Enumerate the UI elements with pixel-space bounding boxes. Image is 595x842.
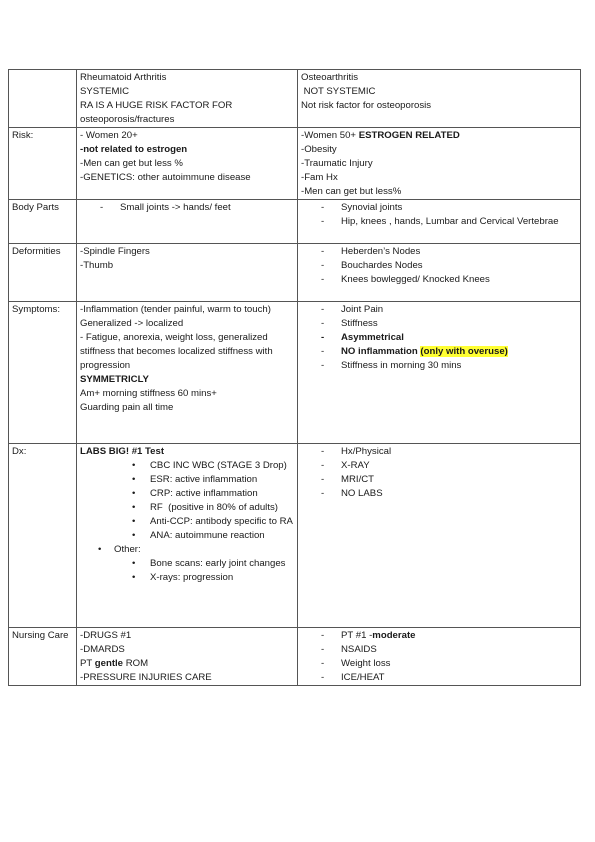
list-item: - Joint Pain xyxy=(301,303,577,317)
list-item: • X-rays: progression xyxy=(80,571,294,585)
ra-symptom-line: Generalized -> localized xyxy=(80,318,184,329)
ra-risk-cell xyxy=(77,128,298,200)
row-label-nursing-care: Nursing Care xyxy=(9,628,77,686)
list-item: - Knees bowlegged/ Knocked Knees xyxy=(301,273,577,287)
oa-risk-line: -Obesity xyxy=(301,144,337,155)
ra-symptom-line: -Inflammation (tender painful, warm to touch) xyxy=(80,304,271,315)
list-item: - Hx/Physical xyxy=(301,445,577,459)
ra-symptom-line: Am+ morning stiffness 60 mins+ xyxy=(80,388,217,399)
ra-deformity-line: -Spindle Fingers xyxy=(80,246,150,257)
list-item: - NO LABS xyxy=(301,487,577,501)
list-item xyxy=(301,629,577,643)
oa-risk-women-text: -Women 50+ xyxy=(301,130,359,141)
oa-header-cell xyxy=(298,70,581,128)
list-item: - Hip, knees , hands, Lumbar and Cervical Vertebrae xyxy=(301,215,577,229)
list-item xyxy=(301,345,577,359)
ra-symptom-line: Guarding pain all time xyxy=(80,402,174,413)
dx-row xyxy=(9,444,581,628)
ra-care-line: -DRUGS #1 xyxy=(80,630,132,641)
header-row xyxy=(9,70,581,128)
ra-symptom-line: SYMMETRICLY xyxy=(80,374,149,385)
header-label-cell xyxy=(9,70,77,128)
gentle-text: gentle xyxy=(94,658,124,669)
body-parts-row xyxy=(9,200,581,244)
list-item: - Stiffness xyxy=(301,317,577,331)
labs-heading: LABS BIG! #1 Test xyxy=(80,446,165,457)
ra-body-parts-cell xyxy=(77,200,298,244)
list-item: - Stiffness in morning 30 mins xyxy=(301,359,577,373)
list-item: • CRP: active inflammation xyxy=(80,487,294,501)
moderate-text: moderate xyxy=(372,630,416,641)
comparison-table xyxy=(8,69,581,686)
ra-risk-line: -GENETICS: other autoimmune disease xyxy=(80,172,251,183)
oa-risk-line: -Fam Hx xyxy=(301,172,338,183)
oa-risk-cell xyxy=(298,128,581,200)
list-item: - MRI/CT xyxy=(301,473,577,487)
oa-nursing-cell xyxy=(298,628,581,686)
pt-prefix-text: PT xyxy=(80,658,95,669)
ra-deformity-line: -Thumb xyxy=(80,260,114,271)
oa-deformities-cell xyxy=(298,244,581,302)
oa-osteoporosis-note: Not risk factor for osteoporosis xyxy=(301,100,432,111)
ra-risk-line: -Men can get but less % xyxy=(80,158,183,169)
list-item: - ICE/HEAT xyxy=(301,671,577,685)
ra-care-line: -DMARDS xyxy=(80,644,125,655)
list-item: • ANA: autoimmune reaction xyxy=(80,529,294,543)
oa-risk-estrogen-text: ESTROGEN RELATED xyxy=(358,130,460,141)
oa-symptoms-cell xyxy=(298,302,581,444)
list-item: • Anti-CCP: antibody specific to RA xyxy=(80,515,294,529)
list-item: • Other: xyxy=(80,543,294,557)
nursing-care-row xyxy=(9,628,581,686)
no-inflammation-text: NO inflammation xyxy=(341,346,421,357)
ra-symptom-line: - Fatigue, anorexia, weight loss, generalized stiffness that becomes localized stiffness with progression xyxy=(80,332,273,371)
pt-number-text: PT #1 - xyxy=(341,630,373,641)
oa-risk-line xyxy=(301,129,577,143)
ra-risk-line: - Women 20+ xyxy=(80,130,138,141)
ra-symptoms-cell xyxy=(77,302,298,444)
oa-title: Osteoarthritis xyxy=(301,72,359,83)
oa-body-parts-cell xyxy=(298,200,581,244)
ra-risk-line: -not related to estrogen xyxy=(80,144,188,155)
list-item: - Synovial joints xyxy=(301,201,577,215)
list-item: - Asymmetrical xyxy=(301,331,577,345)
oa-dx-cell xyxy=(298,444,581,628)
ra-care-line: -PRESSURE INJURIES CARE xyxy=(80,672,212,683)
list-item: - NSAIDS xyxy=(301,643,577,657)
list-item: - Bouchardes Nodes xyxy=(301,259,577,273)
row-label-dx: Dx: xyxy=(9,444,77,628)
deformities-row xyxy=(9,244,581,302)
row-label-symptoms: Symptoms: xyxy=(9,302,77,444)
list-item: - Small joints -> hands/ feet xyxy=(80,201,294,215)
list-item: - Weight loss xyxy=(301,657,577,671)
rom-text: ROM xyxy=(123,658,149,669)
oa-risk-line: -Traumatic Injury xyxy=(301,158,373,169)
ra-deformities-cell xyxy=(77,244,298,302)
ra-dx-cell xyxy=(77,444,298,628)
ra-nursing-cell xyxy=(77,628,298,686)
ra-title: Rheumatoid Arthritis xyxy=(80,72,167,83)
list-item: - X-RAY xyxy=(301,459,577,473)
list-item: • ESR: active inflammation xyxy=(80,473,294,487)
ra-header-cell xyxy=(77,70,298,128)
oa-risk-line: -Men can get but less% xyxy=(301,186,402,197)
list-item: • CBC INC WBC (STAGE 3 Drop) xyxy=(80,459,294,473)
ra-osteoporosis-note: RA IS A HUGE RISK FACTOR FOR osteoporosis/fractures xyxy=(80,100,233,125)
row-label-body-parts: Body Parts xyxy=(9,200,77,244)
symptoms-row xyxy=(9,302,581,444)
risk-row xyxy=(9,128,581,200)
list-item: - Heberden’s Nodes xyxy=(301,245,577,259)
row-label-risk: Risk: xyxy=(9,128,77,200)
oa-systemic: NOT SYSTEMIC xyxy=(301,86,376,97)
ra-care-line xyxy=(80,657,294,671)
ra-systemic: SYSTEMIC xyxy=(80,86,130,97)
highlighted-overuse-text: (only with overuse) xyxy=(420,346,508,357)
list-item: • Bone scans: early joint changes xyxy=(80,557,294,571)
row-label-deformities: Deformities xyxy=(9,244,77,302)
list-item: • RF (positive in 80% of adults) xyxy=(80,501,294,515)
